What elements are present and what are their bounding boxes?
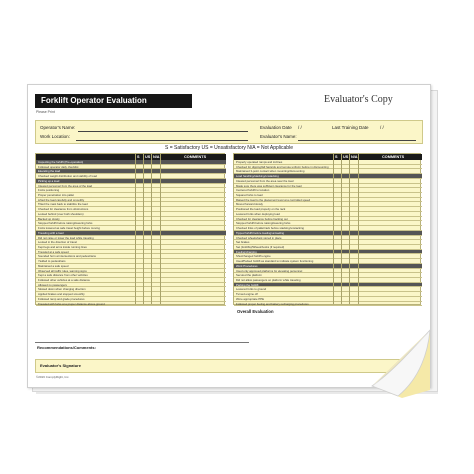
checklist-item-text: Checked weight distribution and stability of load [38,174,97,179]
checklist-item-text: Made sure there was sufficient clearance for the load [236,183,302,188]
checklist-item-text: Followed other vehicles at a safe distance [38,278,90,282]
checklist-item-text: Followed operator daily checklist [38,164,79,169]
checklist-item-text: Checked wheels/tank stored in place [236,235,282,240]
checklist-item-text: Centered forklift to location [236,188,270,193]
checklist-item-text: Cleared personnel from the area near the load [236,178,294,183]
checklist-item-text: Set brakes [236,240,250,245]
col-us-header: US [145,155,151,159]
recommendations-label: Recommendations/Comments: [37,345,96,350]
checklist-item-text: Properly operated ramps and inclines [236,160,283,164]
checklist-item-text: Work Procedures [236,263,258,268]
col-na-header: N/A [153,155,160,159]
copy-label: Evaluator's Copy [324,94,393,105]
checklist-item-text: Sounded horn at intersections and pedestrians [38,254,96,259]
last-training-date-field[interactable]: / / [380,125,384,130]
checklist-item-text: Looked behind (over both shoulders) [38,211,84,216]
checklist-item-text: Maintained a safe speed [38,263,69,268]
checklist-item-text: Tipped forklift before loading/unloading [236,230,285,235]
checklist-item-text: Observed all traffic rules, warning signs [38,268,87,273]
checklist-item-text: Checked for clearance before backing out [236,216,288,221]
checklist-item-text: Traveled with forks at a proper distance above ground [38,301,105,306]
checklist-item-text: Elevating the load [38,169,61,174]
checklist-item-text: Slowed down when changing direction [38,287,86,292]
work-location-label: Work Location: [40,134,70,139]
checklist-item-text: Stopped forklift before raising/lowering forks [38,221,93,226]
col-s-header: S [137,155,140,159]
checklist-item-text: Looked in the direction of travel [38,240,77,245]
checklist-item-text: Used/Parked forklift as standard to indicate system functioning [236,259,314,264]
checklist-item-text: Maintained 3-point contact when mounting/dismounting [236,169,305,174]
checklist-item-text: Squared forks to load [236,193,263,198]
checklist-item-text: Kept a safe distance from other vehicles [38,273,88,278]
checklist-item-text: Secured the platform [236,273,262,278]
col-us-header: US [343,155,349,159]
checklist-item-text: Did not allow passengers on platform while traveling [236,278,301,282]
checklist-item-text: Parking the forklift [236,282,259,287]
checklist-item-text: Tilted the mast back to stabilize the load [38,202,88,207]
col-comments-header: COMMENTS [382,155,405,159]
checklist-item-text: Kept legs and arms inside running lines [38,244,87,249]
checklist-item-text: Traveled at a safe speed [38,249,69,254]
checklist-item-text: Cleared personnel from the area of the load [38,183,93,188]
col-na-header: N/A [351,155,358,159]
form-title: Forklift Operator Evaluation [35,94,192,108]
checklist-item-text: Followed proper fueling and battery recharging procedures [236,301,309,306]
checklist-item-text: Shut/changed forklift engine [236,254,271,259]
checklist-item-text: Checked for clearance from obstructions [38,207,89,212]
operator-name-label: Operator's Name: [40,125,76,130]
checklist-item-text: Wore appropriate PPE [236,296,264,301]
checklist-item-text: Yielded to pedestrians [38,259,66,264]
col-comments-header: COMMENTS [184,155,207,159]
checklist-item-text: Checked for dipping/fall hazards and remote uniform before in dismounting [236,164,329,169]
checklist-item-text: Raised the load to the placement level at a controlled speed [236,197,311,202]
evaluation-date-field[interactable]: / / [298,125,302,130]
checklist-item-text: Forks lowered as safe travel height before moving [38,226,100,231]
checklist-item-text: Forks positioning [38,188,60,193]
checklist-item-text: Picking up a load [38,178,60,183]
checklist-item-text: Followed ramp and grade procedures [38,296,85,301]
checklist-item-text: Inspecting the forklift (Pre-operation) [38,160,84,164]
checklist-item-text: Load handling/stacking/unstacking [236,174,279,179]
checklist-item-text: Stopped forklift before raising/lowering forks [236,221,291,226]
checklist-item-text: Backed up slowly [38,216,60,221]
evaluation-date-label: Evaluation Date [260,125,292,130]
checklist-item-text: Used only approved platforms for elevating personnel [236,268,303,273]
checklist-item-text: Set (forklifts)/Wheelchocks (if required) [236,244,285,249]
checklist-item-text: Turned engine off [236,292,258,297]
checklist-item-text: Lowered forks to ground [236,287,267,292]
evaluator-name-label: Evaluator's Name: [260,134,297,139]
checklist-item-text: Proper penetration into pallet [38,193,74,198]
checklist-item-text: Traveling with a load [38,230,64,235]
checklist-item-text: Checked links of pallet/rack before stacking/unstacking [236,226,304,231]
overall-evaluation-label: Overall Evaluation [237,309,274,314]
checklist-item-text: Lifted the load carefully and smoothly [38,197,85,202]
last-training-date-label: Last Training Date [332,125,369,130]
checklist-item-text: Moved forward slowly [236,202,263,207]
rating-legend: S = Satisfactory US = Unsatisfactory N/A = Not Applicable [165,145,293,151]
checklist-item-text: Allowed no passengers [38,282,67,287]
col-s-header: S [335,155,338,159]
checklist-item-text: Fueling/charging [236,249,257,254]
copyright-text: ©2016 ComplyRight, Inc. [36,375,70,379]
checklist-item-text: Lowered forks when deploying load [236,211,280,216]
checklist-item-text: Positioned the load properly on the rack [236,207,286,212]
checklist-item-text: Did not raise or lower the load while traveling [38,235,94,240]
checklist-item-text: Applied brakes and stopped smoothly [38,292,85,297]
signature-label: Evaluator's Signature [40,363,81,368]
please-print-note: Please Print [36,110,55,114]
